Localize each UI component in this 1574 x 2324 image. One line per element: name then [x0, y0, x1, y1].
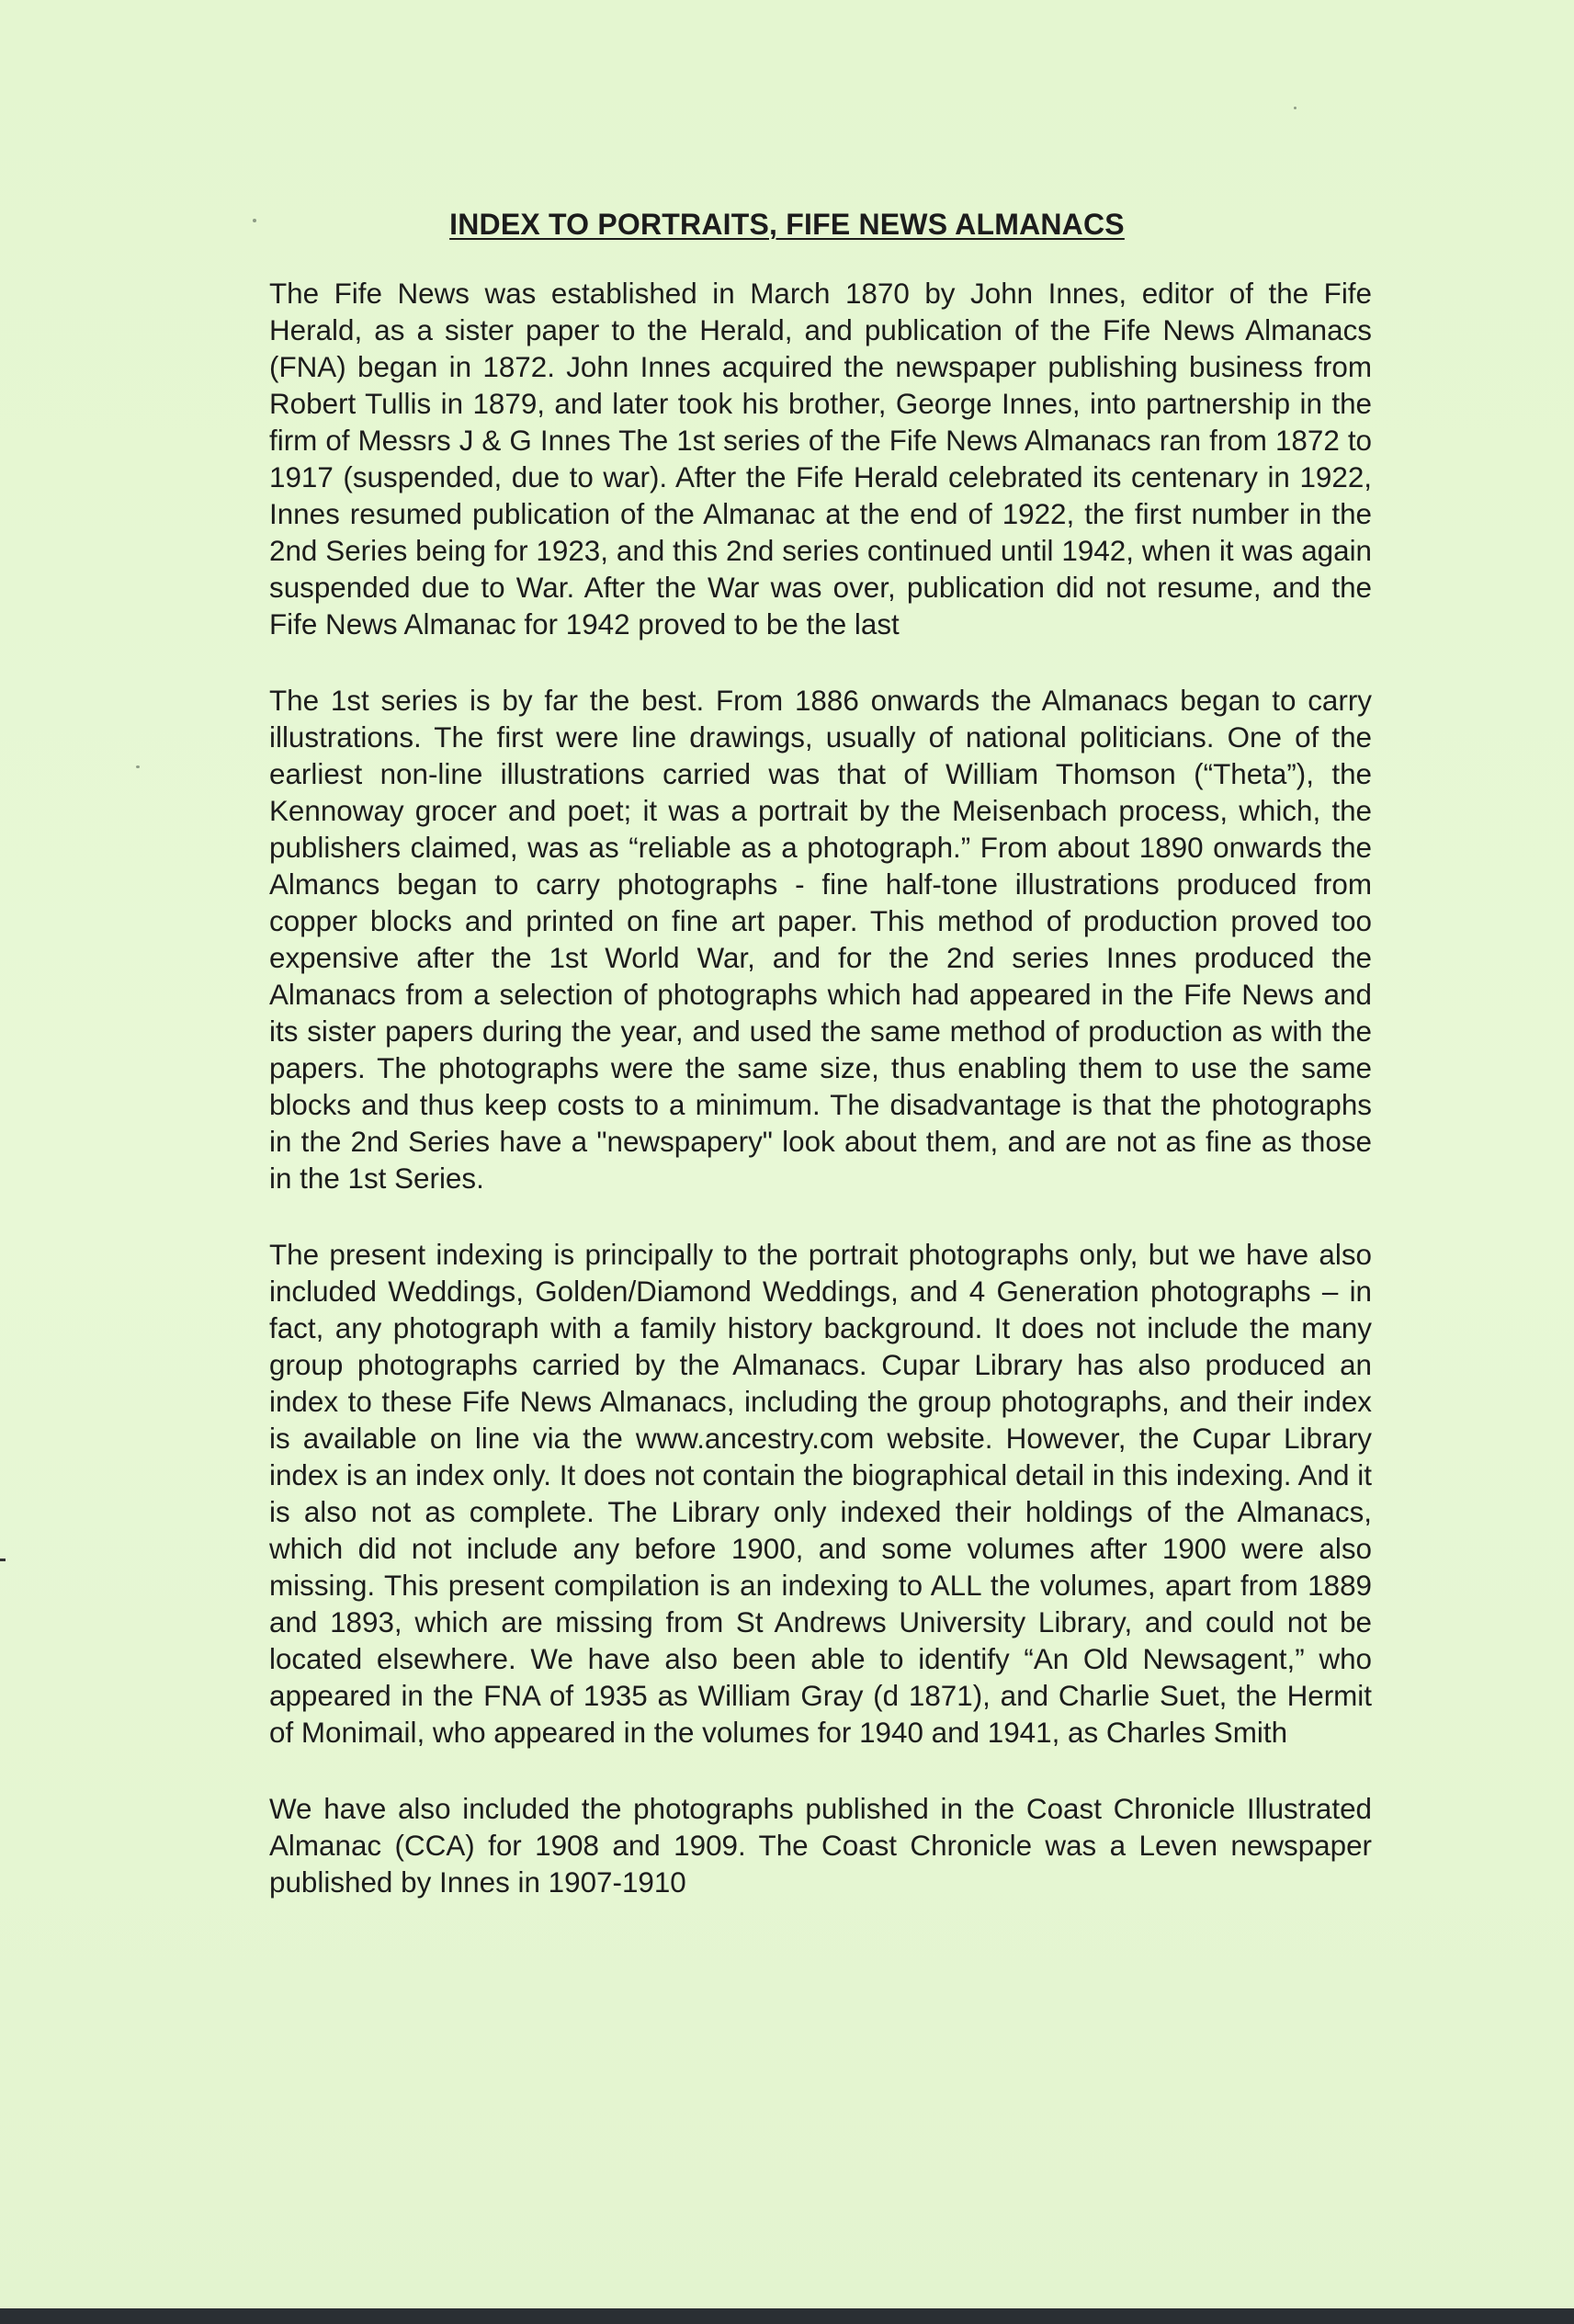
- paragraph-illustrations: The 1st series is by far the best. From 1886 onwards the Almanacs began to carry illustrations. The first were line drawings, usually of national politicians. One of the earliest non-line illustrations carried was that of William Thomson (“Theta”), the Kennoway grocer and poet; it was a portrait by the Meisenbach process, which, the publishers claimed, was as “reliable as a photograph.” From about 1890 onwards the Almancs began to carry photographs - fine half-tone illustrations produced from copper blocks and printed on fine art paper. This method of production proved too expensive after the 1st World War, and for the 2nd series Innes produced the Almanacs from a selection of photographs which had appeared in the Fife News and its sister papers during the year, and used the same method of production as with the papers. The photographs were the same size, thus enabling them to use the same blocks and thus keep costs to a minimum. The disadvantage is that the photographs in the 2nd Series have a "newspapery" look about them, and are not as fine as those in the 1st Series.: [269, 685, 1372, 1195]
- paragraph-coast-chronicle: We have also included the photographs published in the Coast Chronicle Illustrated Almanac (CCA) for 1908 and 1909. The Coast Chronicle was a Leven newspaper published by Innes in 1907-1910: [269, 1793, 1372, 1899]
- body-text: [269, 276, 1372, 1941]
- scan-speck: [136, 765, 140, 768]
- page-title: INDEX TO PORTRAITS, FIFE NEWS ALMANACS: [449, 208, 1125, 241]
- scan-speck: [1294, 107, 1297, 109]
- scan-bottom-edge: [0, 2308, 1574, 2324]
- paragraph-history: The Fife News was established in March 1870 by John Innes, editor of the Fife Herald, as a sister paper to the Herald, and publication of the Fife News Almanacs (FNA) began in 1872. John Innes acquired the newspaper publishing business from Robert Tullis in 1879, and later took his brother, George Innes, into partnership in the firm of Messrs J & G Innes The 1st series of the Fife News Almanacs ran from 1872 to 1917 (suspended, due to war). After the Fife Herald celebrated its centenary in 1922, Innes resumed publication of the Almanac at the end of 1922, the first number in the 2nd Series being for 1923, and this 2nd series continued until 1942, when it was again suspended due to War. After the War was over, publication did not resume, and the Fife News Almanac for 1942 proved to be the last: [269, 278, 1372, 641]
- scan-edge-mark: [0, 1559, 6, 1561]
- paragraph-indexing: The present indexing is principally to the portrait photographs only, but we have also included Weddings, Golden/Diamond Weddings, and 4 Generation photographs – in fact, any photograph with a family history background. It does not include the many group photographs carried by the Almanacs. Cupar Library has also produced an index to these Fife News Almanacs, including the group photographs, and their index is available on line via the www.ancestry.com website. However, the Cupar Library index is an index only. It does not contain the biographical detail in this indexing. And it is also not as complete. The Library only indexed their holdings of the Almanacs, which did not include any before 1900, and some volumes after 1900 were also missing. This present compilation is an indexing to ALL the volumes, apart from 1889 and 1893, which are missing from St Andrews University Library, and could not be located elsewhere. We have also been able to identify “An Old Newsagent,” who appeared in the FNA of 1935 as William Gray (d 1871), and Charlie Suet, the Hermit of Monimail, who appeared in the volumes for 1940 and 1941, as Charles Smith: [269, 1239, 1372, 1749]
